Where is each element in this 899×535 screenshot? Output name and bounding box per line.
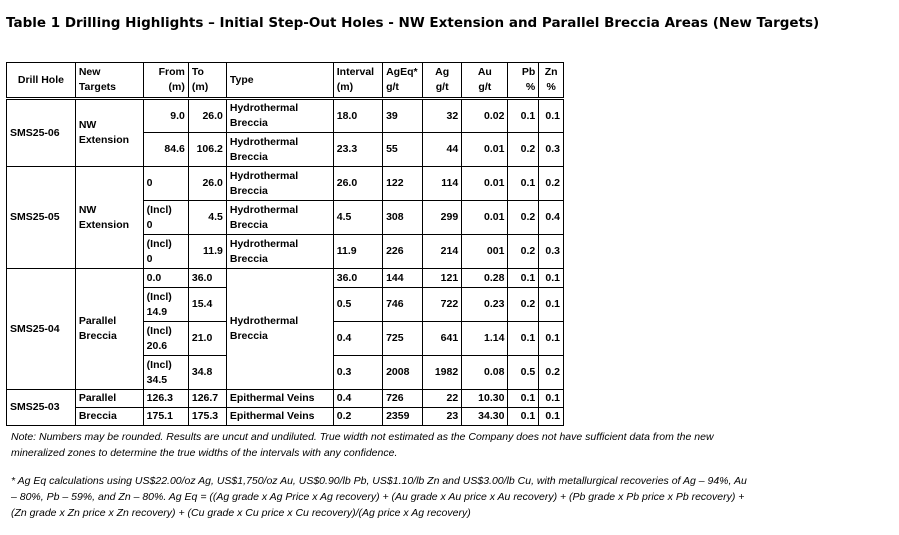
- table-header-row: [7, 63, 564, 99]
- interval-cell: 0.4: [333, 390, 382, 408]
- interval-cell: 18.0: [333, 99, 382, 133]
- zn-cell: 0.1: [539, 408, 564, 426]
- drill-hole-cell: SMS25-05: [7, 167, 76, 269]
- from-cell: 0: [143, 167, 188, 201]
- type-cell: Epithermal Veins: [226, 408, 333, 426]
- zn-cell: 0.4: [539, 201, 564, 235]
- from-cell: (Incl) 34.5: [143, 356, 188, 390]
- pb-cell: 0.1: [508, 390, 539, 408]
- au-cell: 1.14: [462, 322, 508, 356]
- ageq-cell: 725: [383, 322, 423, 356]
- interval-cell: 23.3: [333, 133, 382, 167]
- ageq-cell: 226: [383, 235, 423, 269]
- type-cell: Epithermal Veins: [226, 390, 333, 408]
- au-cell: 0.02: [462, 99, 508, 133]
- drilling-highlights-table: [6, 62, 564, 426]
- interval-cell: 36.0: [333, 269, 382, 288]
- pb-cell: 0.1: [508, 408, 539, 426]
- table-row: [7, 390, 564, 408]
- zn-cell: 0.1: [539, 269, 564, 288]
- from-cell: (Incl) 14.9: [143, 288, 188, 322]
- pb-cell: 0.2: [508, 288, 539, 322]
- to-cell: 36.0: [188, 269, 226, 288]
- from-cell: 84.6: [143, 133, 188, 167]
- interval-cell: 0.3: [333, 356, 382, 390]
- zn-cell: 0.2: [539, 167, 564, 201]
- ageq-cell: 55: [383, 133, 423, 167]
- au-cell: 0.01: [462, 133, 508, 167]
- ageq-cell: 39: [383, 99, 423, 133]
- interval-cell: 4.5: [333, 201, 382, 235]
- pb-cell: 0.2: [508, 201, 539, 235]
- ageq-cell: 122: [383, 167, 423, 201]
- zn-cell: 0.1: [539, 322, 564, 356]
- from-cell: (Incl) 20.6: [143, 322, 188, 356]
- interval-cell: 0.2: [333, 408, 382, 426]
- to-cell: 4.5: [188, 201, 226, 235]
- ageq-cell: 308: [383, 201, 423, 235]
- header-au: Au g/t: [462, 63, 508, 99]
- to-cell: 21.0: [188, 322, 226, 356]
- ag-cell: 44: [423, 133, 462, 167]
- type-cell: Hydrothermal Breccia: [226, 99, 333, 133]
- au-cell: 0.01: [462, 167, 508, 201]
- header-from: From (m): [143, 63, 188, 99]
- table-notes: [11, 429, 751, 533]
- header-to: To (m): [188, 63, 226, 99]
- type-cell: Hydrothermal Breccia: [226, 167, 333, 201]
- type-cell: Hydrothermal Breccia: [226, 269, 333, 390]
- ageq-cell: 2359: [383, 408, 423, 426]
- drill-hole-cell: SMS25-03: [7, 390, 76, 426]
- pb-cell: 0.1: [508, 99, 539, 133]
- to-cell: 126.7: [188, 390, 226, 408]
- zn-cell: 0.1: [539, 288, 564, 322]
- ag-cell: 32: [423, 99, 462, 133]
- ageq-cell: 144: [383, 269, 423, 288]
- header-type: Type: [226, 63, 333, 99]
- interval-cell: 11.9: [333, 235, 382, 269]
- interval-cell: 0.4: [333, 322, 382, 356]
- to-cell: 34.8: [188, 356, 226, 390]
- zn-cell: 0.1: [539, 390, 564, 408]
- type-cell: Hydrothermal Breccia: [226, 201, 333, 235]
- zn-cell: 0.2: [539, 356, 564, 390]
- from-cell: (Incl) 0: [143, 235, 188, 269]
- table-row: [7, 408, 564, 426]
- drill-hole-cell: SMS25-04: [7, 269, 76, 390]
- zn-cell: 0.3: [539, 133, 564, 167]
- au-cell: 0.01: [462, 201, 508, 235]
- to-cell: 175.3: [188, 408, 226, 426]
- pb-cell: 0.1: [508, 322, 539, 356]
- pb-cell: 0.1: [508, 269, 539, 288]
- type-cell: Hydrothermal Breccia: [226, 133, 333, 167]
- target-cell: NW Extension: [75, 99, 143, 167]
- ageq-cell: 2008: [383, 356, 423, 390]
- drill-hole-cell: SMS25-06: [7, 99, 76, 167]
- header-interval: Interval (m): [333, 63, 382, 99]
- ag-cell: 722: [423, 288, 462, 322]
- header-zn: Zn %: [539, 63, 564, 99]
- ag-cell: 23: [423, 408, 462, 426]
- table-row: [7, 269, 564, 288]
- target-cell: NW Extension: [75, 167, 143, 269]
- pb-cell: 0.2: [508, 235, 539, 269]
- ag-cell: 114: [423, 167, 462, 201]
- to-cell: 26.0: [188, 99, 226, 133]
- header-pb: Pb %: [508, 63, 539, 99]
- pb-cell: 0.5: [508, 356, 539, 390]
- au-cell: 34.30: [462, 408, 508, 426]
- au-cell: 0.08: [462, 356, 508, 390]
- au-cell: 001: [462, 235, 508, 269]
- to-cell: 11.9: [188, 235, 226, 269]
- type-cell: Hydrothermal Breccia: [226, 235, 333, 269]
- from-cell: 175.1: [143, 408, 188, 426]
- header-ageq: AgEq* g/t: [383, 63, 423, 99]
- to-cell: 26.0: [188, 167, 226, 201]
- to-cell: 106.2: [188, 133, 226, 167]
- ageq-cell: 746: [383, 288, 423, 322]
- au-cell: 10.30: [462, 390, 508, 408]
- ageq-cell: 726: [383, 390, 423, 408]
- pb-cell: 0.1: [508, 167, 539, 201]
- table-title: Table 1 Drilling Highlights – Initial Step-Out Holes - NW Extension and Parallel Breccia Areas (New Targets): [6, 15, 820, 31]
- ag-cell: 22: [423, 390, 462, 408]
- au-cell: 0.23: [462, 288, 508, 322]
- target-cell: Parallel: [75, 390, 143, 408]
- ag-cell: 299: [423, 201, 462, 235]
- from-cell: 0.0: [143, 269, 188, 288]
- zn-cell: 0.3: [539, 235, 564, 269]
- zn-cell: 0.1: [539, 99, 564, 133]
- to-cell: 15.4: [188, 288, 226, 322]
- header-new-targets: New Targets: [75, 63, 143, 99]
- header-drill-hole: Drill Hole: [7, 63, 76, 99]
- interval-cell: 26.0: [333, 167, 382, 201]
- ag-cell: 121: [423, 269, 462, 288]
- from-cell: 126.3: [143, 390, 188, 408]
- ag-cell: 1982: [423, 356, 462, 390]
- footnote-text: * Ag Eq calculations using US$22.00/oz Ag, US$1,750/oz Au, US$0.90/lb Pb, US$1.10/lb Zn and US$3.00/lb Cu, with metallurgical recoveries of Ag – 94%, Au – 80%, Pb – 59%, and Zn – 80%. Ag Eq = ((Ag grade x Ag Price x Ag recovery) + (Au grade x Au price x Au recovery) + (Pb grade x Pb price x Pb recovery) + (Zn grade x Zn price x Zn recovery) + (Cu grade x Cu price x Cu recovery)/(Ag price x Ag recovery): [11, 475, 747, 519]
- from-cell: (Incl) 0: [143, 201, 188, 235]
- pb-cell: 0.2: [508, 133, 539, 167]
- interval-cell: 0.5: [333, 288, 382, 322]
- header-ag: Ag g/t: [423, 63, 462, 99]
- ag-cell: 641: [423, 322, 462, 356]
- table-row: [7, 99, 564, 133]
- target-cell: Breccia: [75, 408, 143, 426]
- au-cell: 0.28: [462, 269, 508, 288]
- note-text: Note: Numbers may be rounded. Results are uncut and undiluted. True width not estimated as the Company does not have sufficient data from the new mineralized zones to determine the true widths of the intervals with any confidence.: [11, 431, 714, 459]
- ag-cell: 214: [423, 235, 462, 269]
- target-cell: Parallel Breccia: [75, 269, 143, 390]
- from-cell: 9.0: [143, 99, 188, 133]
- table-row: [7, 167, 564, 201]
